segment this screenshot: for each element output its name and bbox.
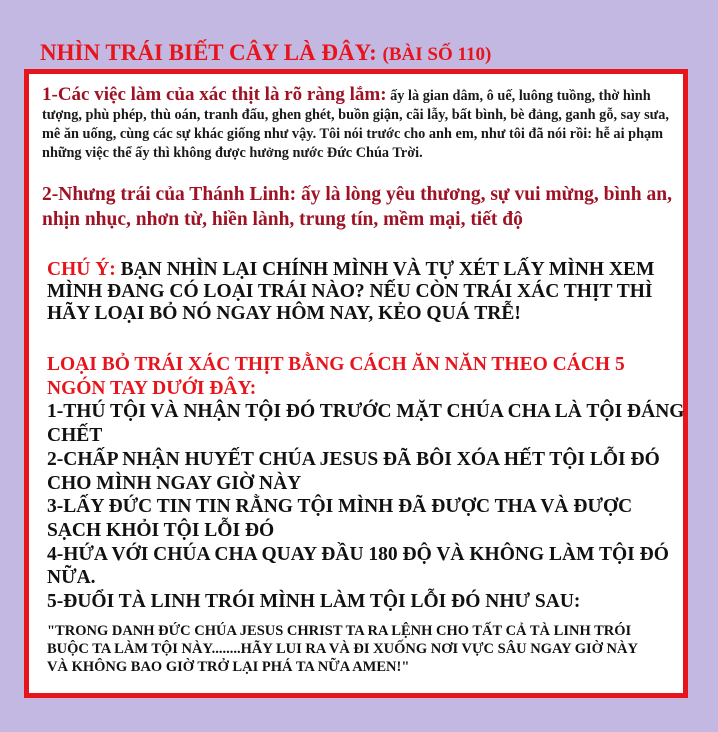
steps-heading: LOẠI BỎ TRÁI XÁC THỊT BẰNG CÁCH ĂN NĂN THEO CÁCH 5 NGÓN TAY DƯỚI ĐÂY:	[47, 354, 625, 399]
flesh-works-paragraph	[42, 85, 670, 163]
step-item: 1-THÚ TỘI VÀ NHẬN TỘI ĐÓ TRƯỚC MẶT CHÚA CHA LÀ TỘI ĐÁNG CHẾT	[47, 401, 685, 447]
lesson-number: (BÀI SỐ 110)	[382, 44, 492, 65]
step-item: 3-LẤY ĐỨC TIN TIN RẰNG TỘI MÌNH ĐÃ ĐƯỢC THA VÀ ĐƯỢC SẠCH KHỎI TỘI LỖI ĐÓ	[47, 496, 633, 541]
step-item: 4-HỨA VỚI CHÚA CHA QUAY ĐẦU 180 ĐỘ VÀ KHÔNG LÀM TỘI ĐÓ NỮA.	[47, 543, 669, 589]
note-paragraph	[47, 259, 687, 325]
note-label: CHÚ Ý:	[47, 259, 116, 280]
step-item: 5-ĐUỔI TÀ LINH TRÓI MÌNH LÀM TỘI LỖI ĐÓ NHƯ SAU:	[47, 591, 581, 613]
spirit-fruit-paragraph: 2-Nhưng trái của Thánh Linh: ấy là lòng yêu thương, sự vui mừng, bình an, nhịn nhục, nhơn từ, hiền lành, trung tín, mềm mại, tiết độ	[42, 184, 672, 230]
title-main: NHÌN TRÁI BIẾT CÂY LÀ ĐÂY:	[40, 40, 377, 65]
flesh-works-body: ấy là gian dâm, ô uế, luông tuồng, thờ hình tượng, phù phép, thù oán, tranh đấu, ghen ghét, buồn giận, cãi lẫy, bất bình, bè đảng, ganh gỗ, say sưa, mê ăn uống, cùng các sự khác giống như vậy. Tôi nói trước cho anh em, như tôi đã nói rồi: hễ ai phạm những việc thể ấy thì không được hưởng nước Đức Chúa Trời.	[42, 88, 669, 161]
page-title	[40, 40, 491, 68]
step-item: 2-CHẤP NHẬN HUYẾT CHÚA JESUS ĐÃ BÔI XÓA HẾT TỘI LỖI ĐÓ CHO MÌNH NGAY GIỜ NÀY	[47, 448, 660, 494]
note-text: BẠN NHÌN LẠI CHÍNH MÌNH VÀ TỰ XÉT LẤY MÌNH XEM MÌNH ĐANG CÓ LOẠI TRÁI NÀO? NẾU CÒN TRÁI XÁC THỊT THÌ HÃY LOẠI BỎ NÓ NGAY HÔM NAY, KẺO QUÁ TRỄ!	[47, 259, 655, 324]
repentance-steps	[47, 353, 687, 614]
prayer-quote: "TRONG DANH ĐỨC CHÚA JESUS CHRIST TA RA LỆNH CHO TẤT CẢ TÀ LINH TRÓI BUỘC TA LÀM TỘI NÀY........HÃY LUI RA VÀ ĐI XUỐNG NƠI VỰC SÂU NGAY GIỜ NÀY VÀ KHÔNG BAO GIỜ TRỞ LẠI PHÁ TA NỮA AMEN!"	[47, 623, 638, 675]
flesh-works-lead: 1-Các việc làm của xác thịt là rõ ràng lắm:	[42, 84, 387, 105]
